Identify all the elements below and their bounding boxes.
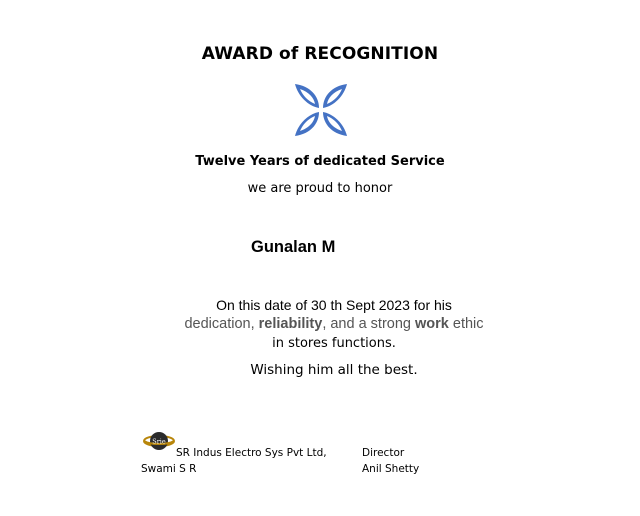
citation-text-c: , and a strong	[322, 316, 416, 332]
citation-line-3: in stores functions.	[272, 336, 396, 351]
recipient-name: Gunalan M	[251, 238, 336, 256]
citation-emphasis-reliability: reliability	[258, 316, 323, 332]
signer-2-name: Anil Shetty	[362, 463, 420, 475]
director-label: Director	[362, 447, 405, 459]
certificate-title: AWARD of RECOGNITION	[201, 44, 439, 64]
citation-text-e: ethic	[448, 316, 484, 332]
citation-line-2	[0, 316, 640, 332]
service-subtitle: Twelve Years of dedicated Service	[195, 154, 445, 169]
honor-line: we are proud to honor	[247, 181, 393, 196]
company-seal-logo-icon	[142, 428, 176, 454]
citation-text-a: dedication,	[184, 316, 259, 332]
citation-line-1: On this date of 30 th Sept 2023 for his	[216, 297, 452, 313]
seal-text: Srie	[152, 437, 166, 446]
company-name: SR Indus Electro Sys Pvt Ltd,	[176, 447, 327, 459]
four-petal-flower-logo-icon	[292, 82, 350, 138]
signer-1-name: Swami S R	[141, 463, 197, 475]
wish-line: Wishing him all the best.	[250, 362, 418, 378]
citation-emphasis-work: work	[415, 316, 449, 332]
